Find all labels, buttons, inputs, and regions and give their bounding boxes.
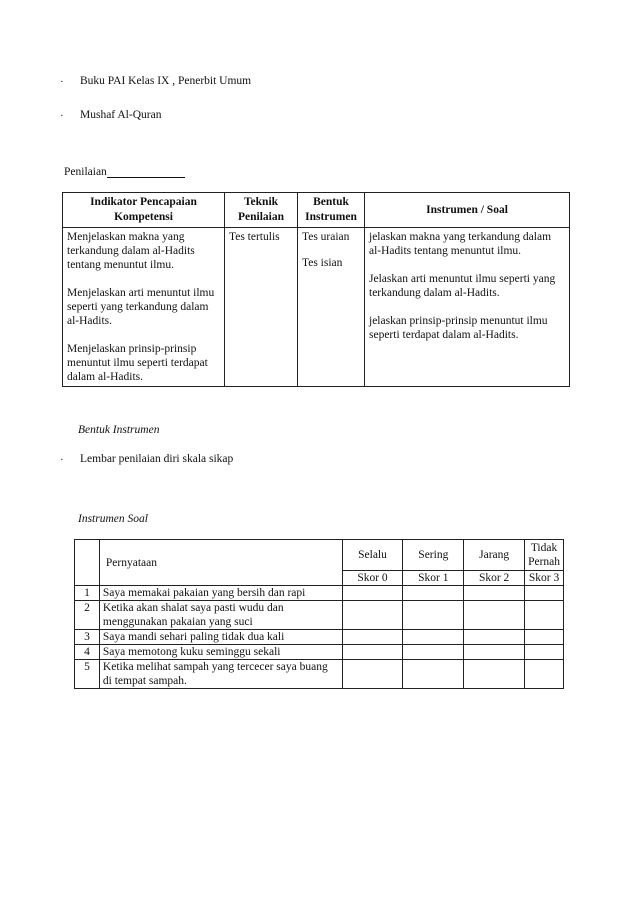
table-row [63, 228, 570, 387]
penilaian-heading [64, 165, 185, 178]
penilaian-label: Penilaian [64, 166, 107, 178]
answer-cell [464, 660, 525, 689]
answer-cell [403, 630, 464, 645]
bentuk-instrumen-heading [78, 424, 159, 436]
answer-cell [342, 645, 403, 660]
column-header: Sering [403, 540, 464, 571]
answer-cell [464, 601, 525, 630]
answer-cell [403, 645, 464, 660]
statement-cell: Ketika melihat sampah yang tercecer saya buang di tempat sampah. [99, 660, 342, 689]
soal-item: jelaskan prinsip-prinsip menuntut ilmu seperti terdapat dalam al-Hadits. [369, 315, 548, 341]
table-row [75, 586, 564, 601]
answer-cell [525, 601, 564, 630]
soal-item: jelaskan makna yang terkandung dalam al-Hadits tentang menuntut ilmu. [369, 231, 552, 257]
column-header: Tidak Pernah [525, 540, 564, 571]
answer-cell [525, 586, 564, 601]
instrumen-soal-heading [78, 513, 148, 525]
statement-cell: Saya memotong kuku seminggu sekali [99, 645, 342, 660]
answer-cell [525, 645, 564, 660]
table-row [75, 660, 564, 689]
reference-item: Mushaf Al-Quran [80, 109, 162, 121]
answer-cell [403, 586, 464, 601]
instrumen-soal-label: Instrumen Soal [78, 513, 148, 525]
indikator-item: Menjelaskan makna yang terkandung dalam al-Hadits tentang menuntut ilmu. [67, 231, 195, 271]
answer-cell [342, 586, 403, 601]
pernyataan-header: Pernyataan [99, 540, 342, 586]
row-number: 3 [75, 630, 100, 645]
soal-cell [365, 228, 570, 387]
assessment-table [62, 192, 570, 387]
score-cell: Skor 3 [525, 571, 564, 586]
reference-item: Buku PAI Kelas IX , Penerbit Umum [80, 75, 252, 87]
attitude-table [74, 539, 564, 689]
answer-cell [342, 660, 403, 689]
statement-cell: Saya mandi sehari paling tidak dua kali [99, 630, 342, 645]
bullet-icon: · [60, 110, 64, 122]
statement-cell: Saya memakai pakaian yang bersih dan rapi [99, 586, 342, 601]
answer-cell [525, 630, 564, 645]
row-number: 2 [75, 601, 100, 630]
bullet-icon: · [60, 454, 64, 466]
table-row [75, 630, 564, 645]
header-soal: Instrumen / Soal [365, 193, 570, 228]
bentuk-instrumen-label: Bentuk Instrumen [78, 424, 160, 436]
bentuk-item: Tes uraian [302, 231, 350, 243]
answer-cell [403, 660, 464, 689]
score-cell: Skor 1 [403, 571, 464, 586]
table-header-row [75, 540, 564, 571]
answer-cell [342, 630, 403, 645]
header-teknik: Teknik Penilaian [225, 193, 298, 228]
column-header: Jarang [464, 540, 525, 571]
indikator-item: Menjelaskan prinsip-prinsip menuntut ilmu seperti terdapat dalam al-Hadits. [67, 343, 208, 383]
row-number: 1 [75, 586, 100, 601]
statement-cell: Ketika akan shalat saya pasti wudu dan menggunakan pakaian yang suci [99, 601, 342, 630]
header-indikator: Indikator Pencapaian Kompetensi [63, 193, 225, 228]
answer-cell [464, 630, 525, 645]
score-cell: Skor 0 [342, 571, 403, 586]
table-header-row [63, 193, 570, 228]
answer-cell [464, 645, 525, 660]
bentuk-cell [298, 228, 365, 387]
answer-cell [342, 601, 403, 630]
number-header [75, 540, 100, 586]
answer-cell [464, 586, 525, 601]
answer-cell [525, 660, 564, 689]
teknik-cell: Tes tertulis [225, 228, 298, 387]
table-row [75, 601, 564, 630]
blank-line [107, 165, 185, 178]
bentuk-item: Tes isian [302, 257, 343, 269]
answer-cell [403, 601, 464, 630]
row-number: 4 [75, 645, 100, 660]
bullet-icon: · [60, 76, 64, 88]
score-cell: Skor 2 [464, 571, 525, 586]
indikator-item: Menjelaskan arti menuntut ilmu seperti yang terkandung dalam al-Hadits. [67, 287, 215, 327]
header-bentuk: Bentuk Instrumen [298, 193, 365, 228]
column-header: Selalu [342, 540, 403, 571]
soal-item: Jelaskan arti menuntut ilmu seperti yang terkandung dalam al-Hadits. [369, 273, 556, 299]
indikator-cell [63, 228, 225, 387]
bentuk-instrumen-item: Lembar penilaian diri skala sikap [80, 453, 234, 465]
row-number: 5 [75, 660, 100, 689]
table-row [75, 645, 564, 660]
